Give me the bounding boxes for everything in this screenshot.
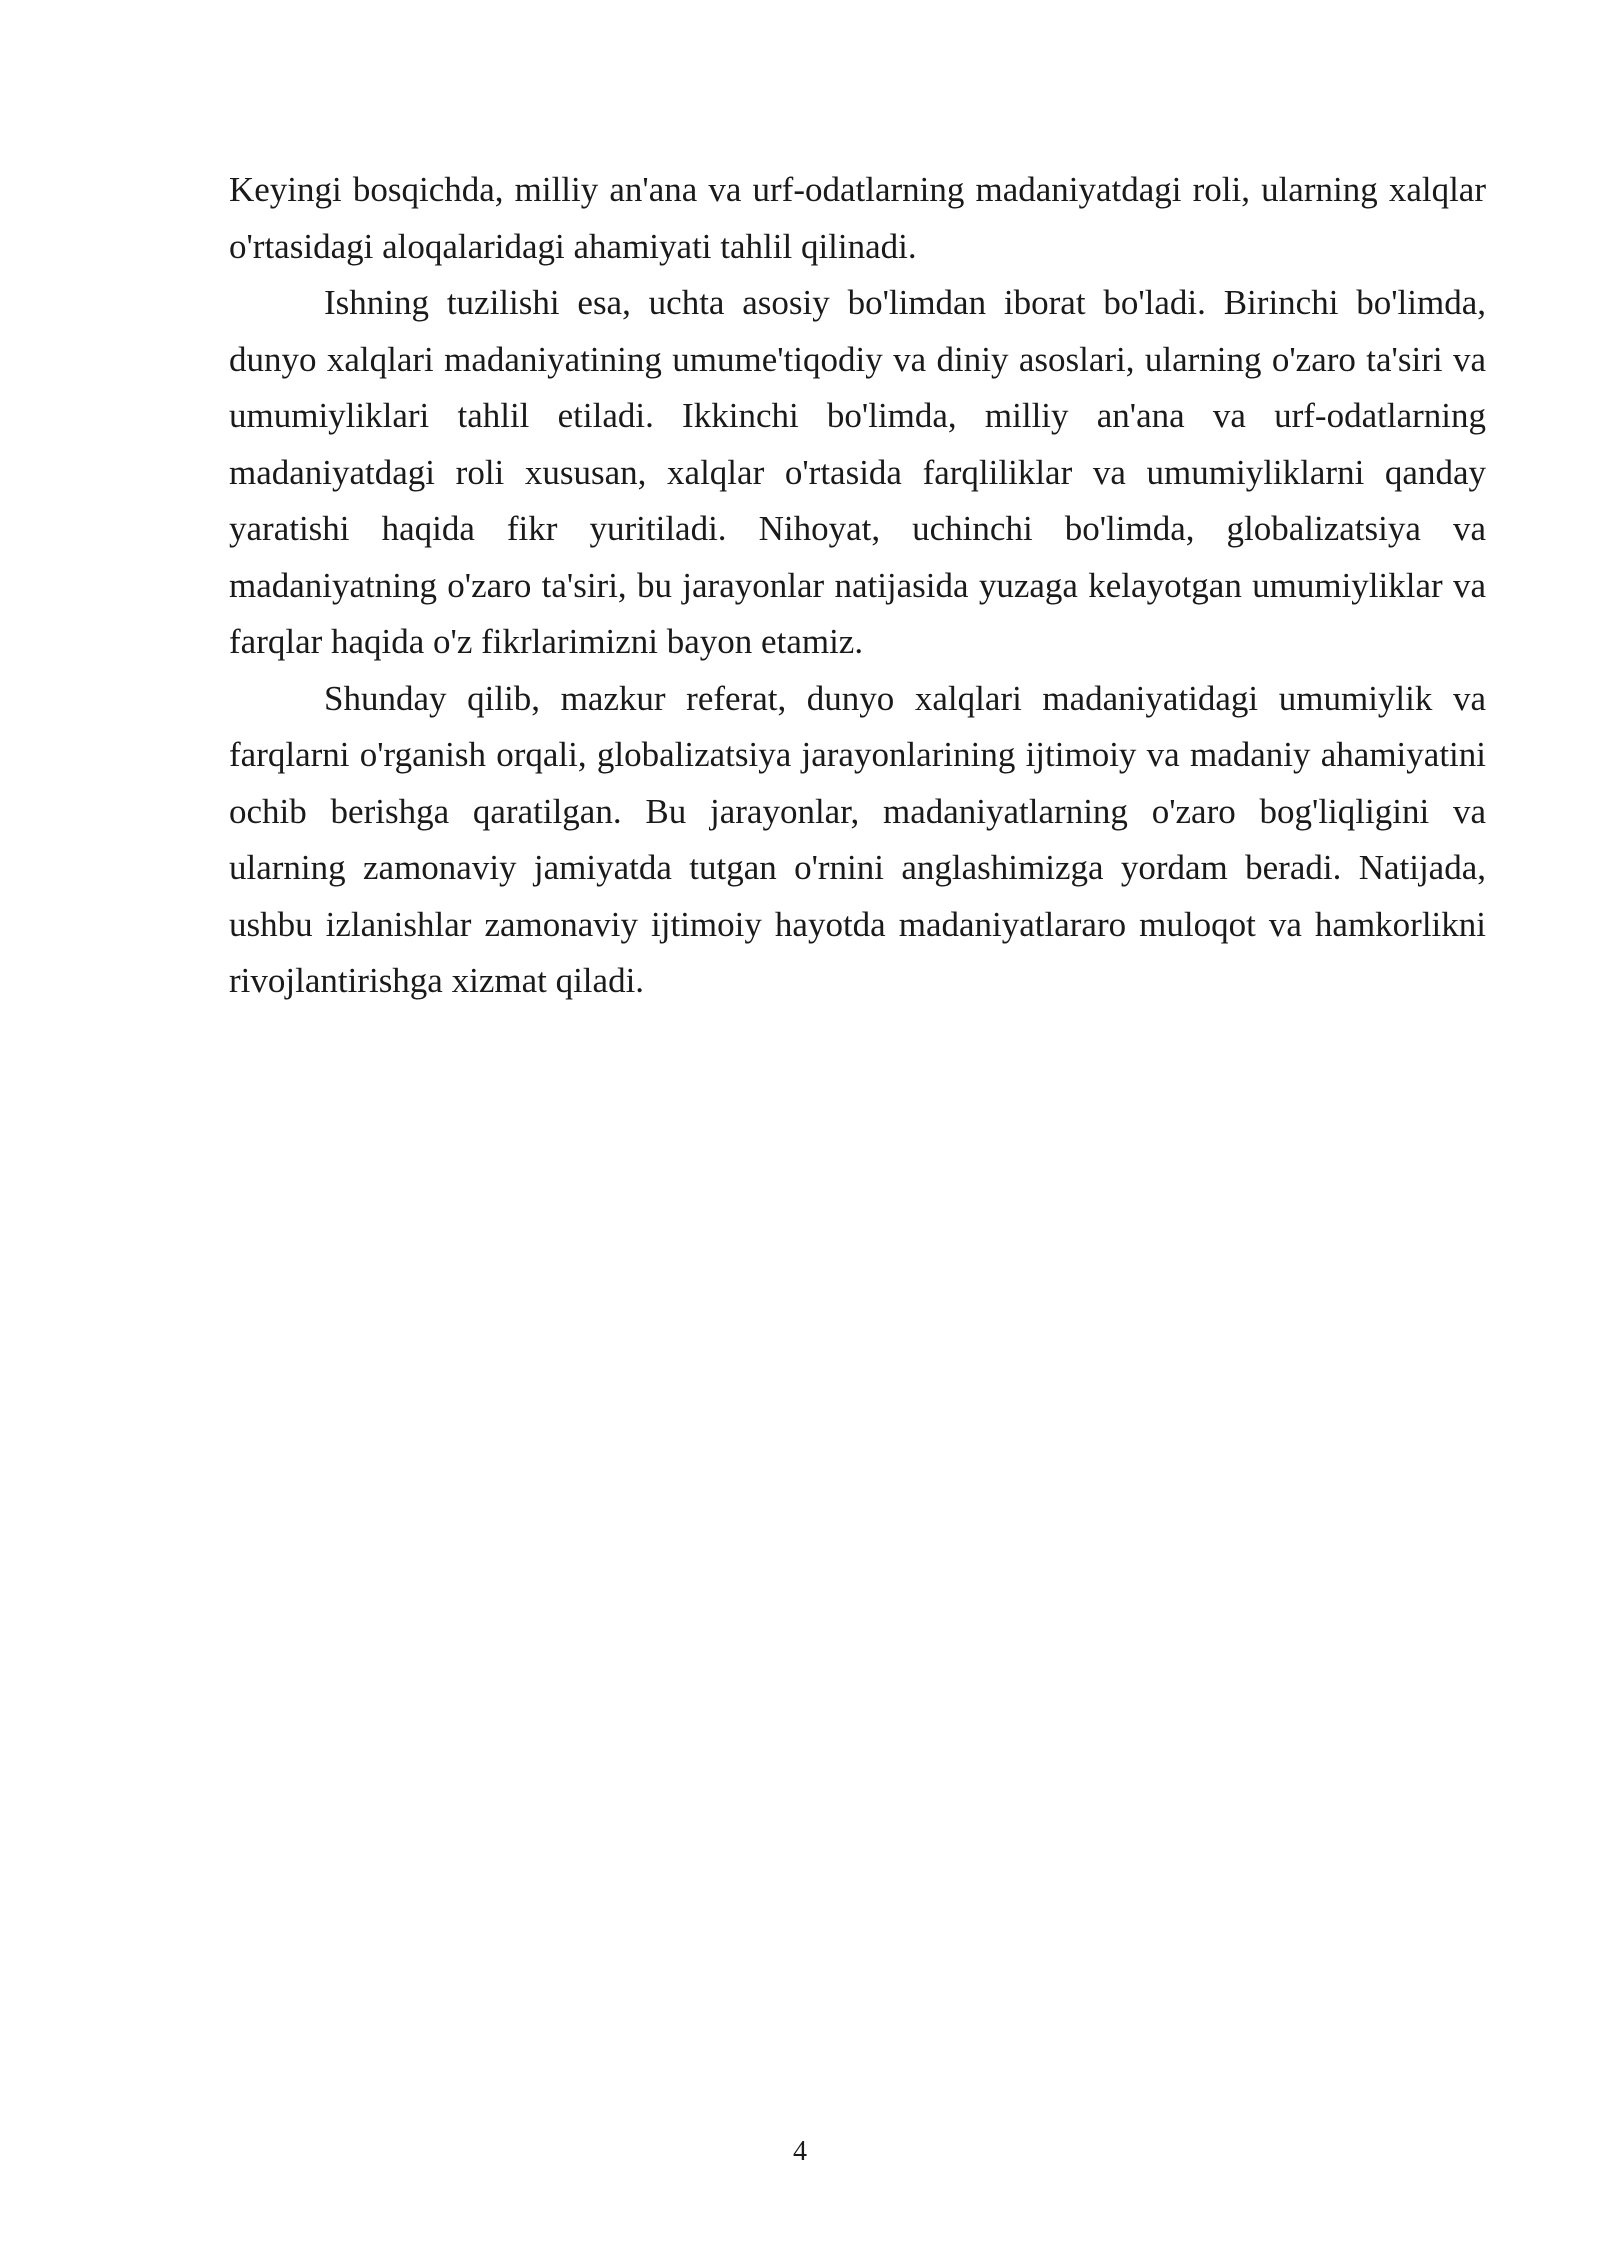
body-text <box>229 162 1486 1010</box>
paragraph-conclusion: Shunday qilib, mazkur referat, dunyo xalqlari madaniyatidagi umumiylik va farqlarni o'rganish orqali, globalizatsiya jarayonlarining ijtimoiy va madaniy ahamiyatini ochib berishga qaratilgan. Bu jarayonlar, madaniyatlarning o'zaro bog'liqligini va ularning zamonaviy jamiyatda tutgan o'rnini anglashimizga yordam beradi. Natijada, ushbu izlanishlar zamonaviy ijtimoiy hayotda madaniyatlararo muloqot va hamkorlikni rivojlantirishga xizmat qiladi. <box>229 678 1486 1000</box>
paragraph-structure: Ishning tuzilishi esa, uchta asosiy bo'limdan iborat bo'ladi. Birinchi bo'limda, dunyo xalqlari madaniyatining umume'tiqodiy va diniy asoslari, ularning o'zaro ta'siri va umumiyliklari tahlil etiladi. Ikkinchi bo'limda, milliy an'ana va urf-odatlarning madaniyatdagi roli xususan, xalqlar o'rtasida farqliliklar va umumiyliklarni qanday yaratishi haqida fikr yuritiladi. Nihoyat, uchinchi bo'limda, globalizatsiya va madaniyatning o'zaro ta'siri, bu jarayonlar natijasida yuzaga kelayotgan umumiyliklar va farqlar haqida o'z fikrlarimizni bayon etamiz. <box>229 283 1486 661</box>
paragraph-continuation: Keyingi bosqichda, milliy an'ana va urf-odatlarning madaniyatdagi roli, ularning xalqlar o'rtasidagi aloqalaridagi ahamiyati tahlil qilinadi. <box>229 170 1486 266</box>
page-number: 4 <box>793 2136 807 2167</box>
